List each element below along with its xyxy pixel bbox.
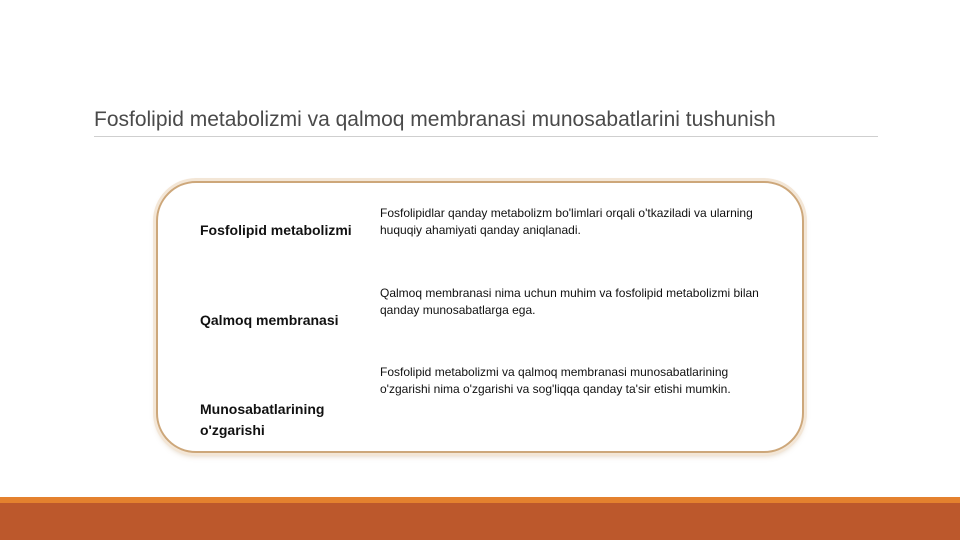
row-description-relationship-changes: Fosfolipid metabolizmi va qalmoq membranasi munosabatlarining o'zgarishi nima o'zgarishi va sog'liqqa qanday ta'sir etishi mumkin. [380, 365, 731, 396]
row-label-membrane: Qalmoq membranasi [200, 312, 339, 328]
row-label-phospholipid-metabolism: Fosfolipid metabolizmi [200, 222, 352, 238]
row-label-relationship-changes: Munosabatlarining o'zgarishi [200, 401, 325, 438]
row-description-phospholipid-metabolism: Fosfolipidlar qanday metabolizm bo'limlari orqali o'tkaziladi va ularning huquqiy ahamiyati qanday aniqlanadi. [380, 206, 753, 237]
title-divider [94, 136, 878, 137]
footer-band-accent [0, 497, 960, 503]
slide-title: Fosfolipid metabolizmi va qalmoq membranasi munosabatlarini tushunish [94, 108, 776, 131]
row-description-membrane: Qalmoq membranasi nima uchun muhim va fosfolipid metabolizmi bilan qanday munosabatlarga ega. [380, 286, 759, 317]
footer-band [0, 497, 960, 540]
